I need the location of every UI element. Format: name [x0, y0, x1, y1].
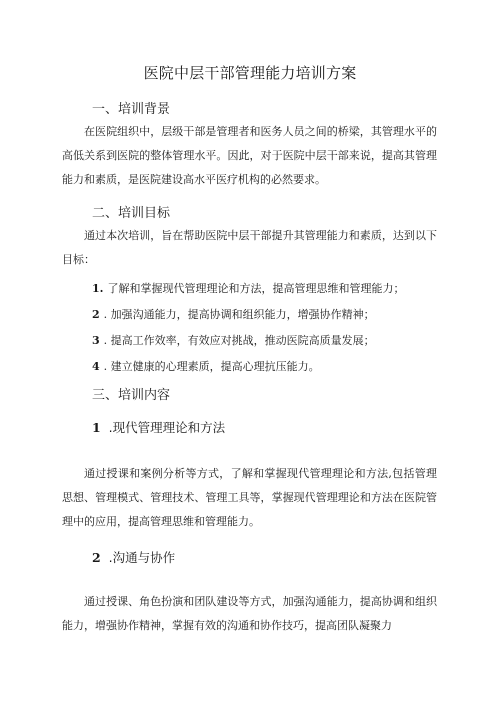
- section-heading-goals: 二、培训目标: [92, 206, 171, 221]
- subsection-number: 2: [92, 550, 101, 565]
- subsection-number: 1: [92, 420, 101, 435]
- communication-paragraph: 通过授课、角色扮演和团队建设等方式，加强沟通能力，提高协调和组织能力，增强协作精神，掌握有效的沟通和协作技巧，提高团队凝聚力: [62, 595, 437, 632]
- management-theory-paragraph: 通过授课和案例分析等方式，了解和掌握现代管理理论和方法,包括管理思想、管理模式、管理技术、管理工具等，掌握现代管理理论和方法在医院管理中的应用，提高管理思维和管理能力。: [62, 467, 437, 528]
- goal-item: [92, 358, 320, 374]
- section-heading-content: 三、培训内容: [92, 388, 171, 403]
- goal-item-text: . 加强沟通能力，提高协调和组织能力，增强协作精神；: [103, 308, 375, 321]
- subsection-title: .现代管理理论和方法: [108, 420, 226, 435]
- goal-item: [92, 332, 375, 348]
- subsection-heading-management-theory: [92, 418, 225, 436]
- goal-item: [92, 306, 375, 322]
- goal-item-text: 了解和掌握现代管理理论和方法，提高管理思维和管理能力；: [107, 282, 405, 295]
- goal-item-number: 3: [92, 334, 100, 347]
- goal-item-text: . 提高工作效率，有效应对挑战，推动医院高质量发展；: [103, 334, 375, 347]
- background-paragraph: 在医院组织中，层级干部是管理者和医务人员之间的桥梁，其管理水平的高低关系到医院的整体管理水平。因此，对于医院中层干部来说，提高其管理能力和素质，是医院建设高水平医疗机构的必然要求。: [62, 125, 437, 186]
- goal-item-number: 2: [92, 308, 100, 321]
- section-heading-background: 一、培训背景: [92, 102, 171, 117]
- document-title: 医院中层干部管理能力培训方案: [143, 64, 357, 82]
- subsection-heading-communication: [92, 548, 175, 566]
- subsection-title: .沟通与协作: [108, 550, 176, 565]
- goal-item-number: 1.: [92, 282, 104, 295]
- goal-item-number: 4: [92, 360, 100, 373]
- goal-item: [92, 280, 404, 296]
- goals-paragraph: 通过本次培训，旨在帮助医院中层干部提升其管理能力和素质，达到以下目标：: [62, 229, 437, 266]
- goal-item-text: . 建立健康的心理素质，提高心理抗压能力。: [103, 360, 320, 373]
